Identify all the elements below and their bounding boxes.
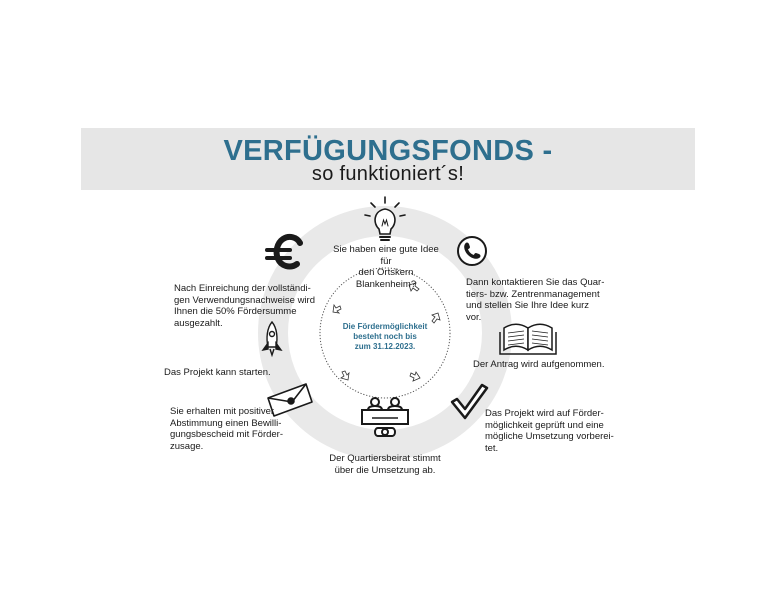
step-payout-text: Nach Einreichung der vollständi- gen Verwendungsnachweise wird Ihnen die 50% Fördersumme ausgezahlt. [174, 283, 316, 329]
step-start-text: Das Projekt kann starten. [164, 367, 271, 378]
phone-icon [458, 237, 486, 265]
step-contact-text: Dann kontaktieren Sie das Quar- tiers- bzw. Zentrenmanagement und stellen Sie Ihre Idee kurz vor. [466, 277, 605, 323]
step-vote-text: Der Quartiersbeirat stimmt über die Umsetzung ab. [329, 453, 441, 476]
step-approval-text: Sie erhalten mit positiver Abstimmung einen Bewilli- gungsbescheid mit Förder- zusage. [170, 406, 283, 452]
deadline-note: Die Fördermöglichkeit besteht noch bis zum 31.12.2023. [342, 322, 428, 351]
step-review-text: Das Projekt wird auf Förder- möglichkeit geprüft und eine mögliche Umsetzung vorberei- tet. [485, 408, 614, 454]
step-idea-text: Sie haben eine gute Idee für den Ortskern Blankenheim? [333, 244, 439, 290]
page-title: VERFÜGUNGSFONDS - [223, 135, 553, 167]
step-application-text: Der Antrag wird aufgenommen. [473, 359, 605, 370]
page-subtitle: so funktioniert´s! [311, 163, 465, 185]
